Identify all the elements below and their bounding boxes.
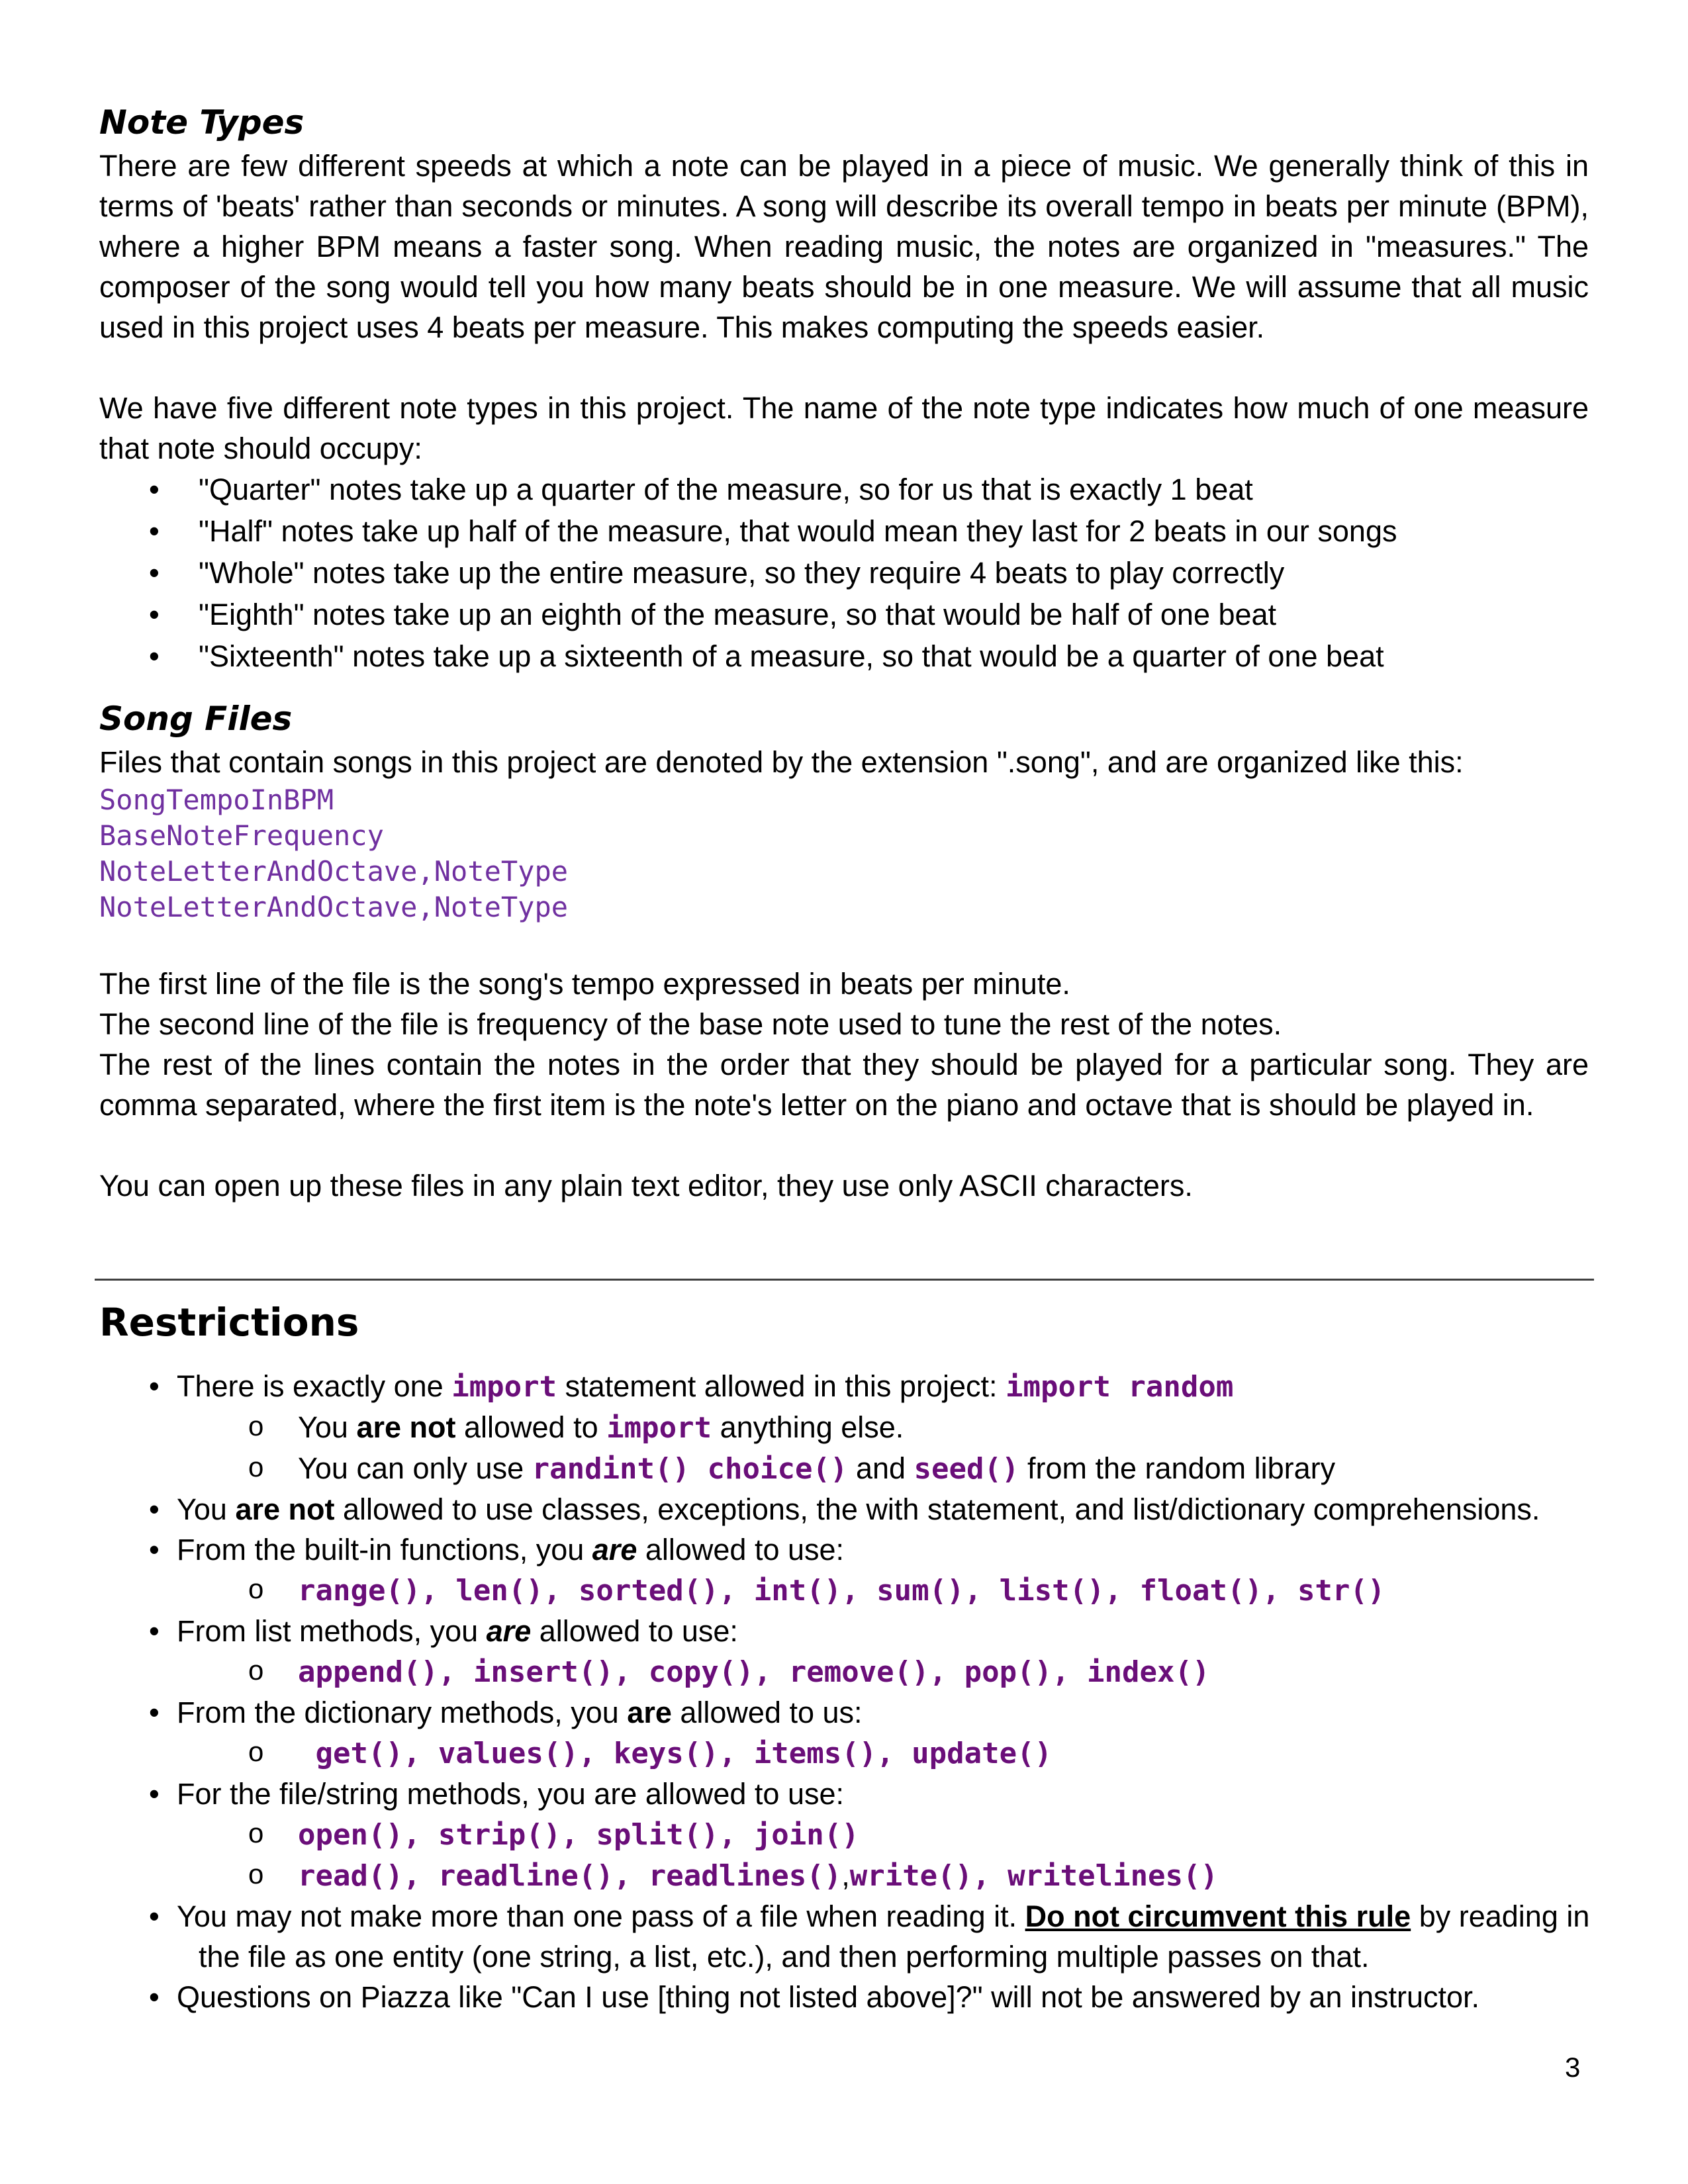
song-files-line2: The second line of the file is frequency of the base note used to tune the rest of the notes. xyxy=(99,1007,1282,1041)
bullet-icon: • xyxy=(149,1614,160,1648)
bullet-icon: • xyxy=(149,1899,160,1933)
inline-code: range(), len(), sorted(), int(), sum(), list(), float(), str() xyxy=(298,1574,1385,1608)
sub-bullet-icon: o xyxy=(248,1736,264,1767)
list-item-continuation: the file as one entity (one string, a list, etc.), and then performing multiple passes on that. xyxy=(199,1940,1370,1974)
code-line: NoteLetterAndOctave,NoteType xyxy=(99,891,569,923)
bullet-icon: • xyxy=(149,1533,160,1567)
sub-bullet-icon: o xyxy=(248,1573,264,1604)
list-item: o You can only use randint() choice() and seed() from the random library xyxy=(99,1448,1599,1489)
song-file-format-code xyxy=(99,782,1589,925)
list-item: o You are not allowed to import anything else. xyxy=(99,1407,1599,1448)
list-item xyxy=(99,1814,1599,1855)
sub-bullet-icon: o xyxy=(248,1451,264,1482)
song-files-line3: The rest of the lines contain the notes in the order that they should be played for a particular song. They are comma separated, where the first item is the note's letter on the piano and octave that is should be played in. xyxy=(99,1048,1589,1122)
list-item: • Questions on Piazza like "Can I use [thing not listed above]?" will not be answered by an instructor. xyxy=(99,1977,1599,2017)
list-item: • "Half" notes take up half of the measure, that would mean they last for 2 beats in our songs xyxy=(99,510,1589,552)
list-item xyxy=(99,1570,1599,1611)
section-divider xyxy=(95,1279,1594,1281)
song-files-line1: The first line of the file is the song's tempo expressed in beats per minute. xyxy=(99,967,1070,1001)
song-files-line4: You can open up these files in any plain text editor, they use only ASCII characters. xyxy=(99,1169,1193,1203)
note-types-para2: We have five different note types in this project. The name of the note type indicates how much of one measure that note should occupy: xyxy=(99,391,1589,465)
inline-code: append(), insert(), copy(), remove(), pop(), index() xyxy=(298,1655,1210,1689)
song-files-intro: Files that contain songs in this project are denoted by the extension ".song", and are organized like this: xyxy=(99,745,1464,779)
song-files-heading: Song Files xyxy=(99,700,293,738)
note-types-section xyxy=(99,99,1589,1206)
code-line: BaseNoteFrequency xyxy=(99,819,384,852)
sub-bullet-icon: o xyxy=(248,1655,264,1686)
list-item: • For the file/string methods, you are allowed to use: xyxy=(99,1774,1599,1814)
list-item: • From the dictionary methods, you are allowed to us: xyxy=(99,1692,1599,1733)
bullet-icon: • xyxy=(149,1696,160,1729)
inline-code: get(), values(), keys(), items(), update() xyxy=(298,1737,1053,1770)
restrictions-list xyxy=(99,1366,1599,2017)
list-item: • You may not make more than one pass of a file when reading it. Do not circumvent this rule by reading in xyxy=(99,1896,1599,1936)
emphasis-underline: Do not circumvent this rule xyxy=(1025,1899,1411,1933)
list-item: • You are not allowed to use classes, exceptions, the with statement, and list/dictionary comprehensions. xyxy=(99,1489,1599,1529)
sub-bullet-icon: o xyxy=(248,1817,264,1848)
list-item: • "Eighth" notes take up an eighth of the measure, so that would be half of one beat xyxy=(99,594,1589,635)
inline-code: open(), strip(), split(), join() xyxy=(298,1818,859,1852)
bullet-icon: • xyxy=(149,1492,160,1526)
inline-code: randint() choice() xyxy=(532,1452,848,1486)
note-types-para1: There are few different speeds at which a note can be played in a piece of music. We generally think of this in terms of 'beats' rather than seconds or minutes. A song will describe its overall tempo in beats per minute (BPM), where a higher BPM means a faster song. When reading music, the notes are organized in "measures." The composer of the song would tell you how many beats should be in one measure. We will assume that all music used in this project uses 4 beats per measure. This makes computing the speeds easier. xyxy=(99,149,1589,344)
note-types-list xyxy=(99,469,1589,677)
list-item: • "Whole" notes take up the entire measure, so they require 4 beats to play correctly xyxy=(99,552,1589,594)
inline-code: import xyxy=(606,1411,712,1445)
list-item: • "Quarter" notes take up a quarter of the measure, so for us that is exactly 1 beat xyxy=(99,469,1589,510)
list-item: • There is exactly one import statement allowed in this project: import random xyxy=(99,1366,1599,1407)
inline-code: import random xyxy=(1006,1370,1234,1404)
bullet-icon: • xyxy=(149,1777,160,1811)
code-line: SongTempoInBPM xyxy=(99,784,334,816)
list-item: • From list methods, you are allowed to use: xyxy=(99,1611,1599,1651)
list-item xyxy=(99,1651,1599,1692)
sub-bullet-icon: o xyxy=(248,1410,264,1441)
inline-code: read(), readline(), readlines() xyxy=(298,1859,842,1893)
list-item xyxy=(99,1733,1599,1774)
bullet-icon: • xyxy=(149,1980,160,2014)
list-item: • "Sixteenth" notes take up a sixteenth of a measure, so that would be a quarter of one beat xyxy=(99,635,1589,677)
list-item: o read(), readline(), readlines(),write(), writelines() xyxy=(99,1855,1599,1896)
inline-code: import xyxy=(451,1370,557,1404)
page-number: 3 xyxy=(1565,2052,1581,2083)
inline-code: write(), writelines() xyxy=(849,1859,1219,1893)
inline-code: seed() xyxy=(914,1452,1019,1486)
code-line: NoteLetterAndOctave,NoteType xyxy=(99,855,569,887)
restrictions-heading: Restrictions xyxy=(99,1300,359,1345)
sub-bullet-icon: o xyxy=(248,1858,264,1889)
bullet-icon: • xyxy=(149,1369,160,1403)
note-types-heading: Note Types xyxy=(99,103,305,142)
list-item: • From the built-in functions, you are allowed to use: xyxy=(99,1529,1599,1570)
